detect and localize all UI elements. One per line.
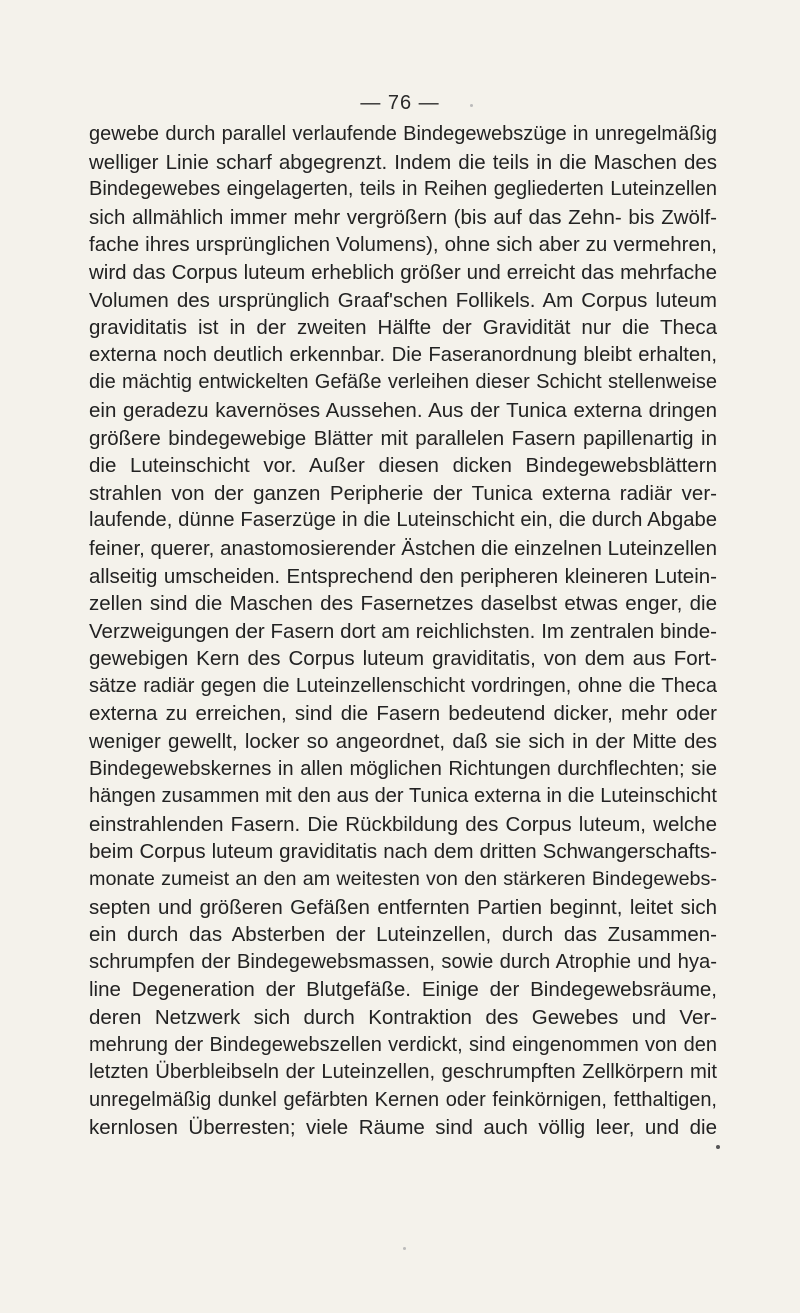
- text-line: wird das Corpus luteum erheblich größer und erreicht das mehrfache: [89, 260, 717, 284]
- text-line: hängen zusammen mit den aus der Tunica externa in die Luteinschicht: [89, 785, 717, 808]
- text-line: externa zu erreichen, sind die Fasern bedeutend dicker, mehr oder: [89, 702, 717, 726]
- text-line: septen und größeren Gefäßen entfernten Partien beginnt, leitet sich: [89, 895, 717, 919]
- text-line: allseitig umscheiden. Entsprechend den peripheren kleineren Lutein-: [89, 564, 717, 588]
- text-line: strahlen von der ganzen Peripherie der Tunica externa radiär ver-: [89, 481, 717, 505]
- text-line: welliger Linie scharf abgegrenzt. Indem die teils in die Maschen des: [89, 150, 717, 174]
- text-line: weniger gewellt, locker so angeordnet, daß sie sich in der Mitte des: [89, 730, 717, 754]
- text-line: ein geradezu kavernöses Aussehen. Aus der Tunica externa dringen: [89, 398, 717, 422]
- text-line: Bindegewebes eingelagerten, teils in Reihen gegliederten Luteinzellen: [89, 178, 717, 201]
- text-line: gewebe durch parallel verlaufende Bindegewebszüge in unregelmäßig: [89, 123, 717, 145]
- text-line: laufende, dünne Faserzüge in die Luteinschicht ein, die durch Abgabe: [89, 509, 717, 532]
- text-line: sich allmählich immer mehr vergrößern (bis auf das Zehn- bis Zwölf-: [89, 205, 717, 229]
- text-line: externa noch deutlich erkennbar. Die Faseranordnung bleibt erhalten,: [89, 343, 717, 366]
- text-line: kernlosen Überresten; viele Räume sind auch völlig leer, und die: [89, 1116, 717, 1140]
- text-line: monate zumeist an den am weitesten von den stärkeren Bindegewebs-: [89, 868, 717, 891]
- text-line: feiner, querer, anastomosierender Ästchen die einzelnen Luteinzellen: [89, 536, 717, 560]
- body-text: [89, 121, 717, 1142]
- text-line: gewebigen Kern des Corpus luteum graviditatis, von dem aus Fort-: [89, 647, 717, 671]
- text-line: schrumpfen der Bindegewebsmassen, sowie durch Atrophie und hya-: [89, 950, 717, 973]
- text-line: beim Corpus luteum graviditatis nach dem dritten Schwangerschafts-: [89, 840, 717, 864]
- text-line: zellen sind die Maschen des Fasernetzes daselbst etwas enger, die: [89, 592, 717, 616]
- text-line: fache ihres ursprünglichen Volumens), ohne sich aber zu vermehren,: [89, 233, 717, 257]
- page-number: — 76 —: [360, 92, 440, 114]
- text-line: die mächtig entwickelten Gefäße verleihen dieser Schicht stellenweise: [89, 371, 717, 394]
- paper-speck: [716, 1145, 720, 1149]
- paper-speck: [403, 1247, 406, 1250]
- text-line: deren Netzwerk sich durch Kontraktion des Gewebes und Ver-: [89, 1006, 717, 1029]
- text-line: graviditatis ist in der zweiten Hälfte der Gravidität nur die Theca: [89, 316, 717, 340]
- text-line: Volumen des ursprünglich Graaf'schen Follikels. Am Corpus luteum: [89, 288, 717, 312]
- paper-speck: [470, 104, 473, 107]
- text-line: einstrahlenden Fasern. Die Rückbildung des Corpus luteum, welche: [89, 812, 717, 836]
- text-line: sätze radiär gegen die Luteinzellenschicht vordringen, ohne die Theca: [89, 674, 717, 697]
- text-line: letzten Überbleibseln der Luteinzellen, geschrumpften Zellkörpern mit: [89, 1061, 717, 1084]
- text-line: mehrung der Bindegewebszellen verdickt, sind eingenommen von den: [89, 1033, 717, 1056]
- text-line: ein durch das Absterben der Luteinzellen, durch das Zusammen-: [89, 923, 717, 947]
- text-line: größere bindegewebige Blätter mit parallelen Fasern papillenartig in: [89, 426, 717, 450]
- text-line: line Degeneration der Blutgefäße. Einige der Bindegewebsräume,: [89, 978, 717, 1002]
- text-line: Bindegewebskernes in allen möglichen Richtungen durchflechten; sie: [89, 757, 717, 780]
- text-line: unregelmäßig dunkel gefärbten Kernen oder feinkörnigen, fetthaltigen,: [89, 1088, 717, 1111]
- text-line: Verzweigungen der Fasern dort am reichlichsten. Im zentralen binde-: [89, 619, 717, 643]
- text-line: die Luteinschicht vor. Außer diesen dicken Bindegewebsblättern: [89, 454, 717, 478]
